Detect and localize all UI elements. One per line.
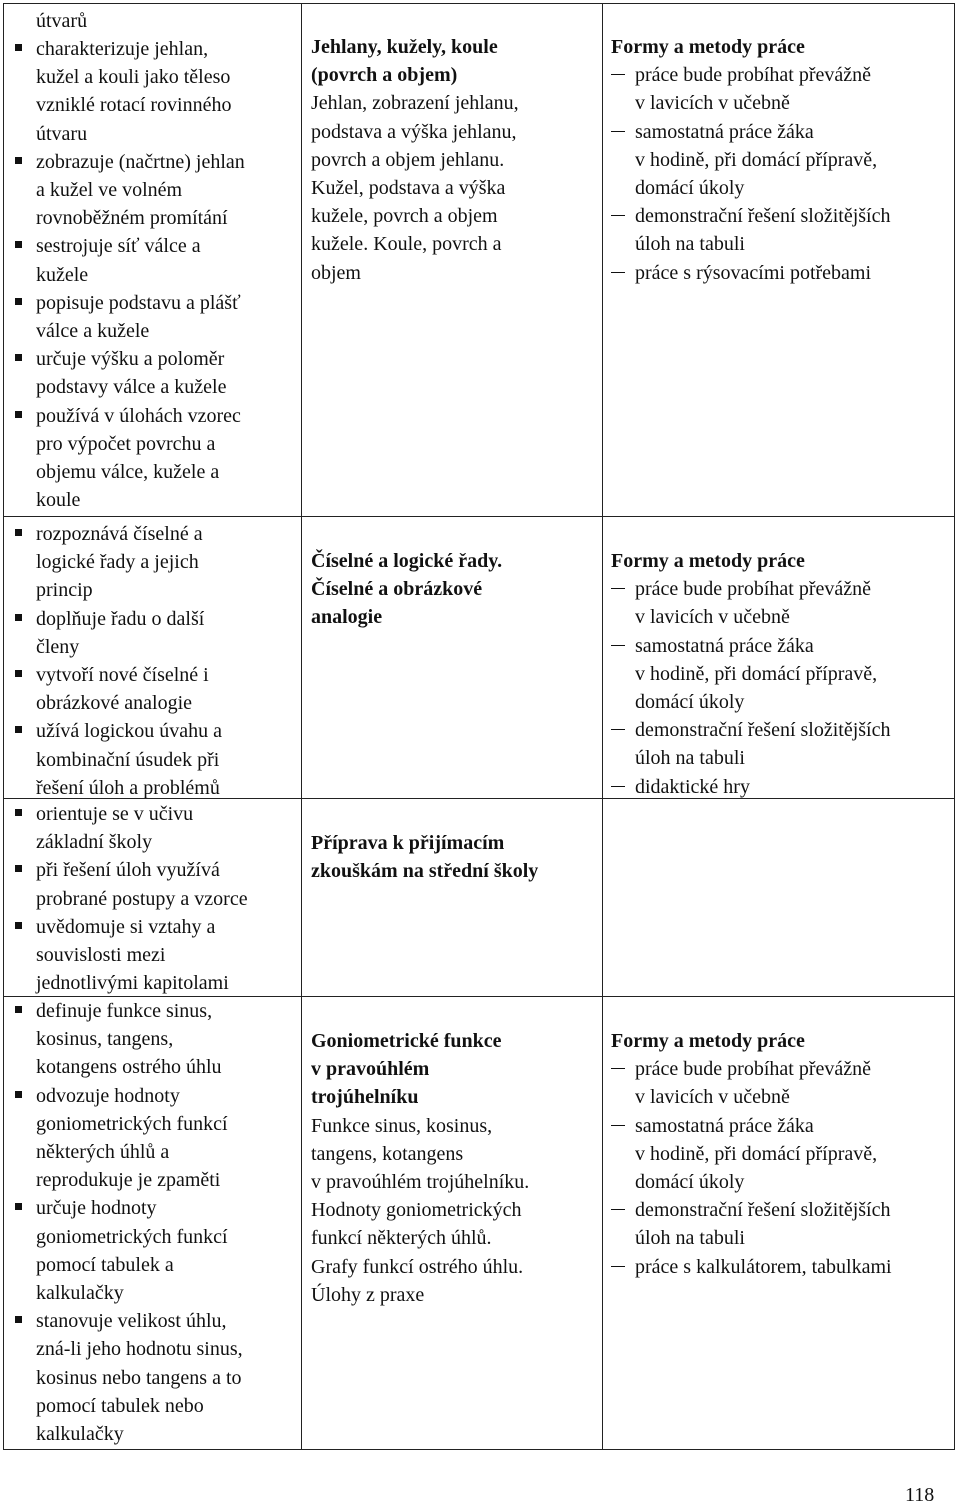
- outcome-line: odvozuje hodnoty: [36, 1084, 180, 1107]
- method-line: úloh na tabuli: [635, 1227, 745, 1250]
- outcome-line: jednotlivými kapitolami: [36, 972, 229, 995]
- methods-list: [611, 61, 954, 287]
- topic-heading-line: Jehlany, kužely, koule: [311, 36, 498, 58]
- square-bullet-icon: [15, 298, 22, 305]
- outcome-item: [12, 402, 301, 515]
- method-line: práce bude probíhat převážně: [635, 64, 871, 87]
- methods-title: Formy a metody práce: [611, 1030, 805, 1052]
- dash-bullet-icon: [611, 1266, 625, 1267]
- square-bullet-icon: [15, 1203, 22, 1210]
- methods-title: Formy a metody práce: [611, 36, 805, 58]
- square-bullet-icon: [15, 726, 22, 733]
- square-bullet-icon: [15, 670, 22, 677]
- outcomes-list: [12, 35, 301, 514]
- square-bullet-icon: [15, 922, 22, 929]
- method-item: [611, 716, 954, 772]
- outcome-line: probrané postupy a vzorce: [36, 887, 248, 910]
- outcome-line: určuje hodnoty: [36, 1197, 157, 1220]
- outcome-line: kotangens ostrého úhlu: [36, 1056, 222, 1079]
- outcomes-cell: [3, 3, 302, 517]
- outcome-item: [12, 856, 301, 912]
- outcome-line: řešení úloh a problémů: [36, 776, 220, 799]
- topic-text-line: Úlohy z praxe: [311, 1283, 425, 1306]
- dash-bullet-icon: [611, 729, 625, 730]
- outcomes-cell: [3, 517, 302, 799]
- outcome-line: vzniklé rotací rovinného: [36, 94, 232, 117]
- outcome-item: [12, 661, 301, 717]
- topic-text-line: Grafy funkcí ostrého úhlu.: [311, 1255, 524, 1278]
- method-item: [611, 118, 954, 203]
- outcome-line: vytvoří nové číselné i: [36, 664, 209, 687]
- outcome-line: a kužel ve volném: [36, 179, 183, 202]
- outcomes-list: [12, 997, 301, 1448]
- outcome-item: [12, 345, 301, 401]
- outcome-item: [12, 1307, 301, 1448]
- outcome-line: logické řady a jejich: [36, 551, 199, 574]
- page-number: 118: [905, 1484, 935, 1506]
- topic-heading-line: trojúhelníku: [311, 1086, 419, 1109]
- outcome-line: členy: [36, 635, 80, 658]
- topic-heading-line: Goniometrické funkce: [311, 1030, 502, 1052]
- outcome-line: rozpoznává číselné a: [36, 523, 203, 545]
- table-row: [3, 799, 955, 997]
- outcome-line: goniometrických funkcí: [36, 1112, 228, 1135]
- method-line: práce s rýsovacími potřebami: [635, 261, 872, 284]
- topic-text-line: podstava a výška jehlanu,: [311, 120, 517, 143]
- method-line: didaktické hry: [635, 775, 750, 798]
- topic-text-line: objem: [311, 261, 361, 284]
- square-bullet-icon: [15, 157, 22, 164]
- curriculum-cell: [302, 997, 603, 1450]
- method-line: demonstrační řešení složitějších: [635, 205, 891, 228]
- outcome-line: kombinační úsudek při: [36, 748, 220, 771]
- outcome-line: kalkulačky: [36, 1282, 124, 1305]
- topic-text-line: tangens, kotangens: [311, 1142, 464, 1165]
- outcome-item: [12, 1194, 301, 1307]
- table-row: [3, 517, 955, 799]
- outcomes-list: [12, 800, 301, 997]
- outcome-line: určuje výšku a poloměr: [36, 348, 225, 371]
- topic-text-line: Funkce sinus, kosinus,: [311, 1114, 493, 1137]
- outcome-line: při řešení úloh využívá: [36, 859, 220, 882]
- outcome-line: doplňuje řadu o další: [36, 607, 205, 630]
- outcome-item: [12, 1082, 301, 1195]
- dash-bullet-icon: [611, 74, 625, 75]
- outcome-line: kalkulačky: [36, 1423, 124, 1446]
- outcomes-cell: [3, 997, 302, 1450]
- curriculum-cell: [302, 799, 603, 997]
- outcome-line: koule: [36, 489, 81, 512]
- topic-heading-line: v pravoúhlém: [311, 1058, 430, 1081]
- topic-text-line: Kužel, podstava a výška: [311, 177, 506, 200]
- method-line: úloh na tabuli: [635, 747, 745, 770]
- outcome-line: objemu válce, kužele a: [36, 461, 220, 484]
- method-item: [611, 1112, 954, 1197]
- square-bullet-icon: [15, 354, 22, 361]
- dash-bullet-icon: [611, 1125, 625, 1126]
- square-bullet-icon: [15, 1316, 22, 1323]
- method-line: v hodině, při domácí přípravě,: [635, 662, 878, 685]
- outcome-line: stanovuje velikost úhlu,: [36, 1310, 227, 1333]
- method-line: práce bude probíhat převážně: [635, 1058, 871, 1081]
- outcome-line: kosinus nebo tangens a to: [36, 1366, 242, 1389]
- square-bullet-icon: [15, 529, 22, 536]
- square-bullet-icon: [15, 809, 22, 816]
- methods-cell: [603, 997, 955, 1450]
- outcome-line: užívá logickou úvahu a: [36, 720, 223, 743]
- method-item: [611, 202, 954, 258]
- method-item: [611, 1055, 954, 1111]
- methods-cell: [603, 517, 955, 799]
- outcome-line: pomocí tabulek a: [36, 1253, 174, 1276]
- method-line: domácí úkoly: [635, 691, 745, 714]
- table-row: [3, 3, 955, 517]
- row-divider: [3, 1449, 955, 1450]
- outcome-line: rovnoběžném promítání: [36, 207, 228, 230]
- topic-heading-line: Příprava k přijímacím: [311, 832, 505, 854]
- method-line: úloh na tabuli: [635, 233, 745, 256]
- method-line: demonstrační řešení složitějších: [635, 719, 891, 742]
- methods-list: [611, 575, 954, 801]
- outcome-item: [12, 717, 301, 802]
- outcome-line: popisuje podstavu a plášť: [36, 291, 241, 314]
- topic-text-line: v pravoúhlém trojúhelníku.: [311, 1171, 530, 1194]
- topic-text-line: funkcí některých úhlů.: [311, 1227, 492, 1250]
- outcomes-list: [12, 520, 301, 802]
- dash-bullet-icon: [611, 1209, 625, 1210]
- outcome-line: orientuje se v učivu: [36, 803, 194, 825]
- outcome-line: sestrojuje síť válce a: [36, 235, 201, 258]
- method-item: [611, 575, 954, 631]
- method-line: v lavicích v učebně: [635, 92, 790, 115]
- method-item: [611, 632, 954, 717]
- outcome-line: používá v úlohách vzorec: [36, 404, 241, 427]
- square-bullet-icon: [15, 1091, 22, 1098]
- outcome-line: zobrazuje (načrtne) jehlan: [36, 150, 245, 173]
- outcome-item: [12, 800, 301, 856]
- outcome-line: základní školy: [36, 831, 153, 854]
- method-item: [611, 773, 954, 801]
- outcome-line: zná-li jeho hodnotu sinus,: [36, 1338, 243, 1361]
- outcome-item: [12, 997, 301, 1082]
- square-bullet-icon: [15, 1006, 22, 1013]
- method-line: práce s kalkulátorem, tabulkami: [635, 1255, 892, 1278]
- outcome-line: charakterizuje jehlan,: [36, 38, 209, 60]
- table-row: [3, 997, 955, 1450]
- square-bullet-icon: [15, 411, 22, 418]
- topic-heading-line: Číselné a logické řady.: [311, 550, 503, 572]
- outcome-line: definuje funkce sinus,: [36, 1000, 213, 1022]
- outcome-line: souvislosti mezi: [36, 944, 166, 967]
- topic-text-line: Hodnoty goniometrických: [311, 1199, 522, 1222]
- topic-heading-line: (povrch a objem): [311, 64, 458, 87]
- topic-heading-line: Číselné a obrázkové: [311, 578, 483, 601]
- outcome-line: uvědomuje si vztahy a: [36, 915, 216, 938]
- square-bullet-icon: [15, 241, 22, 248]
- methods-cell: [603, 3, 955, 517]
- outcome-line: reprodukuje je zpaměti: [36, 1169, 221, 1192]
- outcome-item: [12, 520, 301, 605]
- method-line: samostatná práce žáka: [635, 1114, 814, 1137]
- continued-text: útvarů: [36, 10, 88, 32]
- methods-title: Formy a metody práce: [611, 550, 805, 572]
- outcome-line: goniometrických funkcí: [36, 1225, 228, 1248]
- method-item: [611, 1253, 954, 1281]
- dash-bullet-icon: [611, 272, 625, 273]
- method-item: [611, 1196, 954, 1252]
- dash-bullet-icon: [611, 1068, 625, 1069]
- method-line: v lavicích v učebně: [635, 606, 790, 629]
- dash-bullet-icon: [611, 786, 625, 787]
- outcome-line: některých úhlů a: [36, 1141, 170, 1164]
- curriculum-cell: [302, 517, 603, 799]
- method-line: domácí úkoly: [635, 177, 745, 200]
- square-bullet-icon: [15, 614, 22, 621]
- dash-bullet-icon: [611, 131, 625, 132]
- outcome-line: pro výpočet povrchu a: [36, 432, 216, 455]
- outcome-item: [12, 289, 301, 345]
- outcome-item: [12, 35, 301, 148]
- square-bullet-icon: [15, 865, 22, 872]
- outcomes-cell: [3, 799, 302, 997]
- methods-list: [611, 1055, 954, 1281]
- topic-heading-line: analogie: [311, 606, 383, 629]
- outcome-line: útvaru: [36, 122, 88, 145]
- curriculum-cell: [302, 3, 603, 517]
- outcome-line: kosinus, tangens,: [36, 1028, 174, 1051]
- outcome-line: kužele: [36, 263, 89, 286]
- outcome-line: podstavy válce a kužele: [36, 376, 227, 399]
- outcome-item: [12, 605, 301, 661]
- method-line: samostatná práce žáka: [635, 120, 814, 143]
- topic-text-line: kužele. Koule, povrch a: [311, 233, 502, 256]
- method-line: práce bude probíhat převážně: [635, 578, 871, 601]
- method-item: [611, 259, 954, 287]
- topic-heading-line: zkouškám na střední školy: [311, 860, 539, 883]
- method-line: samostatná práce žáka: [635, 634, 814, 657]
- outcome-line: princip: [36, 579, 93, 602]
- outcome-line: válce a kužele: [36, 320, 150, 343]
- outcome-item: [12, 913, 301, 998]
- dash-bullet-icon: [611, 215, 625, 216]
- method-line: domácí úkoly: [635, 1171, 745, 1194]
- topic-text-line: Jehlan, zobrazení jehlanu,: [311, 92, 519, 115]
- topic-text-line: povrch a objem jehlanu.: [311, 148, 505, 171]
- method-line: demonstrační řešení složitějších: [635, 1199, 891, 1222]
- outcome-line: pomocí tabulek nebo: [36, 1394, 204, 1417]
- method-line: v hodině, při domácí přípravě,: [635, 1142, 878, 1165]
- square-bullet-icon: [15, 44, 22, 51]
- methods-cell: [603, 799, 955, 997]
- method-item: [611, 61, 954, 117]
- outcome-line: obrázkové analogie: [36, 692, 193, 715]
- outcome-line: kužel a kouli jako těleso: [36, 66, 231, 89]
- outcome-item: [12, 232, 301, 288]
- outcome-item: [12, 148, 301, 233]
- dash-bullet-icon: [611, 588, 625, 589]
- topic-text-line: kužele, povrch a objem: [311, 205, 498, 228]
- dash-bullet-icon: [611, 645, 625, 646]
- method-line: v lavicích v učebně: [635, 1086, 790, 1109]
- method-line: v hodině, při domácí přípravě,: [635, 148, 878, 171]
